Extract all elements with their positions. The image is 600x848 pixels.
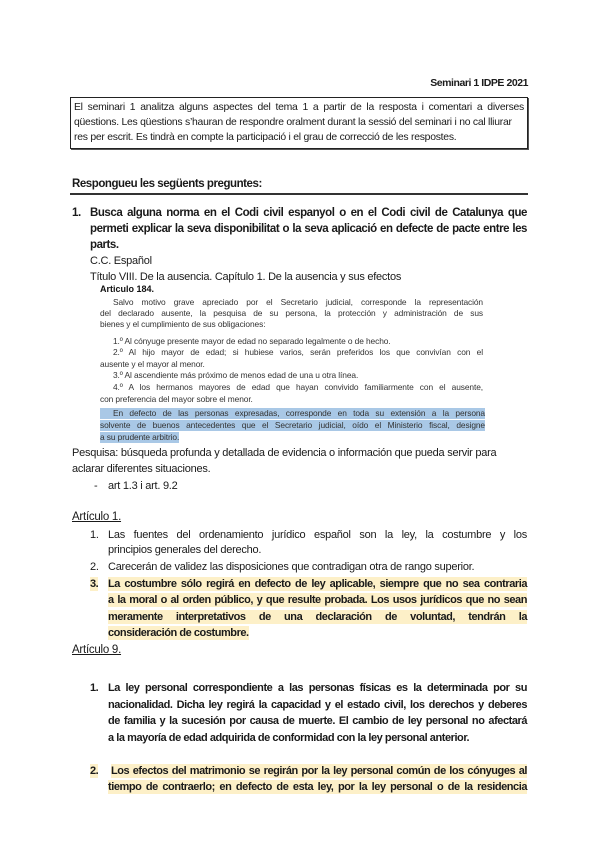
intro-line: res per escrit. Es tindrà en compte la participació i el grau de correcció de les respostes. xyxy=(74,132,457,143)
article-184-line: del declarado ausente, la pesquisa de su persona, la protección y administración de sus xyxy=(100,308,483,318)
highlighted-line: solvente de buenos antecedentes que el Secretario judicial, oído el Ministerio fiscal, designe xyxy=(100,420,485,430)
highlighted-item-line: La costumbre sólo regirá en defecto de ley aplicable, siempre que no sea contraria xyxy=(108,578,527,590)
highlighted-item-line: tiempo de contraerlo; en defecto de esta ley, por la ley personal o de la residencia xyxy=(108,781,527,793)
highlighted-item-line: a la moral o al orden público, y que resulte probada. Los usos jurídicos que no sean xyxy=(108,594,527,606)
article-184-line: bienes y el cumplimiento de sus obligaciones: xyxy=(100,319,266,329)
highlighted-item-line: meramente interpretativos de una declaración de voluntad, tendrán la xyxy=(108,611,527,623)
item-number: 2. xyxy=(90,765,99,777)
item-line: nacionalidad. Dicha ley regirá la capacidad y el estado civil, los derechos y deberes xyxy=(108,699,527,711)
section-title: Respongueu les següents preguntes: xyxy=(72,178,262,190)
highlighted-line: a su prudente arbitrio. xyxy=(100,432,180,442)
pesquisa-line: aclarar diferentes situaciones. xyxy=(72,463,211,475)
item-line: a la mayoría de edad adquirida de conformidad con la ley personal anterior. xyxy=(108,732,470,744)
highlighted-line: En defecto de las personas expresadas, corresponde en toda su extensión a la persona xyxy=(100,408,485,419)
bullet-marker: - xyxy=(94,480,98,492)
intro-line: qüestions. Les qüestions s’hauran de respondre oralment durant la sessió del seminari i no cal lliurar xyxy=(74,117,512,128)
code-label: C.C. Español xyxy=(90,255,152,267)
article-184-line: 3.º Al ascendiente más próximo de menos edad de una u otra línea. xyxy=(113,370,359,380)
item-line: La ley personal correspondiente a las personas físicas es la determinada por su xyxy=(108,682,527,694)
intro-line: El seminari 1 analitza alguns aspectes del tema 1 a partir de la resposta i comentari a diverses xyxy=(74,102,524,113)
article-184-line: 1.º Al cónyuge presente mayor de edad no separado legalmente o de hecho. xyxy=(113,336,391,346)
article-184-line: con preferencia del mayor sobre el menor. xyxy=(100,394,253,404)
item-line: Las fuentes del ordenamiento jurídico español son la ley, la costumbre y los xyxy=(108,529,527,541)
question-line: parts. xyxy=(90,239,119,251)
item-line: principios generales del derecho. xyxy=(108,544,262,556)
bullet-text: art 1.3 i art. 9.2 xyxy=(108,480,178,492)
highlighted-item-line: Los efectos del matrimonio se regirán por la ley personal común de los cónyuges al xyxy=(111,765,527,777)
article-184-line: Salvo motivo grave apreciado por el Secretario judicial, corresponde la representación xyxy=(113,297,483,307)
article-184-line: 2.º Al hijo mayor de edad; si hubiese varios, serán preferidos los que convivían con el xyxy=(113,347,483,357)
question-line: Busca alguna norma en el Codi civil espanyol o en el Codi civil de Catalunya que xyxy=(90,207,527,219)
article-9-heading: Artículo 9. xyxy=(72,644,122,656)
article-184-heading: Articulo 184. xyxy=(100,284,155,294)
item-line: de familia y la sucesión por causa de muerte. El cambio de ley personal no afectará xyxy=(108,715,527,727)
question-number: 1. xyxy=(72,207,81,219)
item-number: 1. xyxy=(90,529,99,541)
code-title: Título VIII. De la ausencia. Capítulo 1. De la ausencia y sus efectos xyxy=(90,271,402,283)
section-divider xyxy=(70,193,528,195)
article-1-heading: Artículo 1. xyxy=(72,511,122,523)
highlighted-item-line: consideración de costumbre. xyxy=(108,627,249,639)
item-number: 2. xyxy=(90,561,99,573)
document-header: Seminari 1 IDPE 2021 xyxy=(430,77,528,89)
question-line: permeti explicar la seva disponibilitat o la seva aplicació en defecte de pacte entre les xyxy=(90,223,527,235)
article-184-line: ausente y el mayor al menor. xyxy=(100,359,205,369)
pesquisa-line: Pesquisa: búsqueda profunda y detallada de evidencia o información que pueda servir para xyxy=(72,447,497,459)
item-number: 3. xyxy=(90,578,99,590)
item-number: 1. xyxy=(90,682,99,694)
article-184-line: 4.º A los hermanos mayores de edad que hayan convivido familiarmente con el ausente, xyxy=(113,382,483,392)
item-line: Carecerán de validez las disposiciones que contradigan otra de rango superior. xyxy=(108,561,475,573)
